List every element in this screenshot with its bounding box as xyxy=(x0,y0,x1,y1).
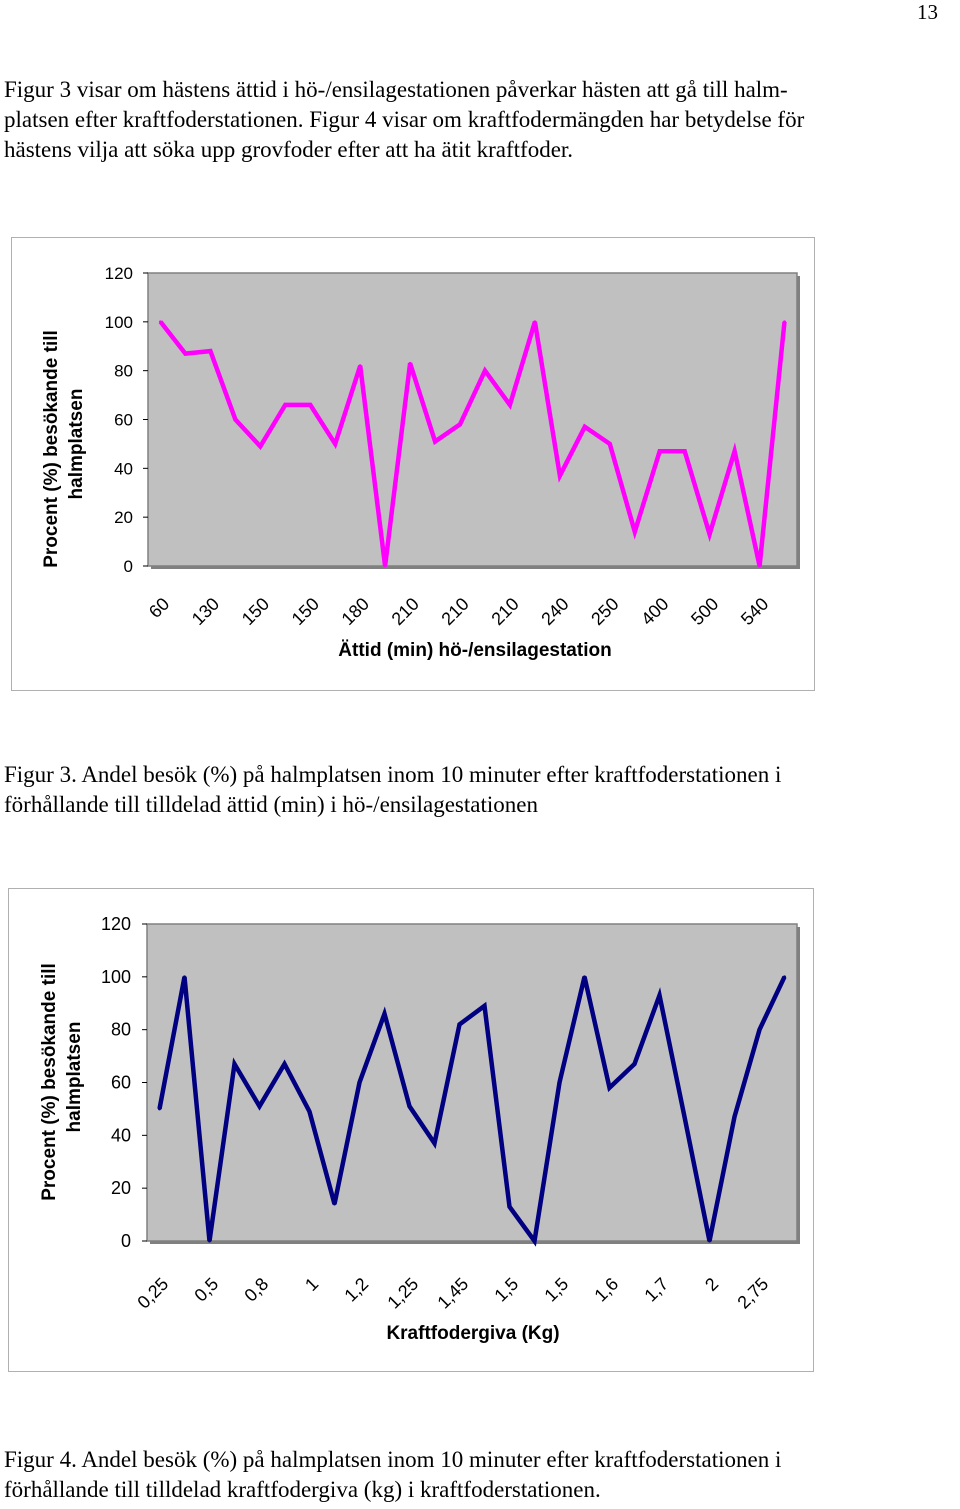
data-point-24 xyxy=(758,1028,761,1031)
y-tick-label-5: 100 xyxy=(104,312,133,332)
data-point-11 xyxy=(433,1142,436,1145)
data-point-10 xyxy=(408,1105,411,1108)
data-point-0 xyxy=(158,1107,161,1110)
data-point-12 xyxy=(458,1023,461,1026)
intro-line-1: Figur 3 visar om hästens ättid i hö-/ensilagestationen påverkar hästen att gå till halm- xyxy=(4,77,788,102)
data-point-13 xyxy=(483,1004,486,1007)
y-axis-label-line-2: halmplatsen xyxy=(66,388,87,500)
x-tick-label-0: 60 xyxy=(145,593,174,622)
y-tick-label-1: 20 xyxy=(114,508,133,528)
x-tick-label-5: 1,25 xyxy=(383,1273,423,1313)
x-tick-label-10: 400 xyxy=(637,593,673,630)
x-axis-label: Kraftfodergiva (Kg) xyxy=(386,1323,560,1344)
x-tick-label-8: 240 xyxy=(537,593,573,630)
x-tick-label-4: 1,2 xyxy=(340,1273,373,1306)
figure-3-caption-line-1: Figur 3. Andel besök (%) på halmplatsen inom 10 minuter efter kraftfoderstationen i xyxy=(4,762,782,787)
y-tick-label-4: 80 xyxy=(110,1019,131,1040)
x-tick-label-3: 1 xyxy=(301,1273,323,1295)
data-point-21 xyxy=(683,1115,686,1118)
x-tick-label-4: 180 xyxy=(337,593,374,630)
figure-4-caption-line-2: förhållande till tilldelad kraftfodergiva (kg) i kraftfoderstationen. xyxy=(4,1477,601,1502)
x-tick-label-10: 1,7 xyxy=(640,1273,673,1306)
x-tick-label-12: 2,75 xyxy=(733,1273,773,1313)
data-point-23 xyxy=(733,1115,736,1118)
x-tick-label-11: 2 xyxy=(701,1273,723,1295)
figure-4-caption-line-1: Figur 4. Andel besök (%) på halmplatsen inom 10 minuter efter kraftfoderstationen i xyxy=(4,1447,782,1472)
x-tick-label-12: 540 xyxy=(736,593,773,630)
y-tick-label-0: 0 xyxy=(120,1231,131,1251)
x-tick-label-6: 1,45 xyxy=(433,1273,473,1313)
intro-line-2: platsen efter kraftfoderstationen. Figur 4 visar om kraftfodermängden har betydelse för xyxy=(4,107,805,132)
y-tick-label-6: 120 xyxy=(104,264,133,283)
page-number: 13 xyxy=(917,0,938,24)
x-tick-label-8: 1,5 xyxy=(540,1273,573,1306)
x-tick-label-2: 150 xyxy=(237,593,274,630)
x-tick-label-11: 500 xyxy=(687,593,723,630)
data-point-9 xyxy=(383,1012,386,1015)
x-tick-label-6: 210 xyxy=(437,593,473,630)
data-point-18 xyxy=(608,1086,611,1089)
x-axis-label: Ättid (min) hö-/ensilagestation xyxy=(338,640,612,661)
y-tick-label-4: 80 xyxy=(114,361,133,381)
data-point-16 xyxy=(558,1081,561,1084)
data-point-25 xyxy=(783,975,786,978)
y-tick-label-5: 100 xyxy=(100,966,131,987)
figure-3-caption-line-2: förhållande till tilldelad ättid (min) i hö-/ensilagestationen xyxy=(4,792,538,817)
y-axis-label-line-1: Procent (%) besökande till xyxy=(41,330,62,568)
data-point-2 xyxy=(208,1240,211,1243)
x-tick-label-7: 1,5 xyxy=(490,1273,523,1306)
data-point-3 xyxy=(233,1063,236,1066)
figure-4-caption xyxy=(4,1445,956,1505)
y-tick-label-1: 20 xyxy=(110,1178,131,1199)
data-point-8 xyxy=(358,1081,361,1084)
y-tick-label-3: 60 xyxy=(110,1072,131,1093)
data-point-19 xyxy=(633,1063,636,1066)
data-point-5 xyxy=(283,1063,286,1066)
data-point-17 xyxy=(583,975,586,978)
x-tick-label-9: 1,6 xyxy=(590,1273,623,1306)
data-point-22 xyxy=(708,1240,711,1243)
x-tick-label-5: 210 xyxy=(387,593,423,630)
data-point-6 xyxy=(308,1110,311,1113)
x-tick-label-1: 130 xyxy=(187,593,224,630)
y-tick-label-0: 0 xyxy=(123,557,133,576)
data-point-1 xyxy=(183,975,186,978)
x-tick-label-7: 210 xyxy=(487,593,523,630)
y-tick-label-3: 60 xyxy=(114,410,133,430)
y-tick-label-2: 40 xyxy=(110,1125,131,1146)
data-point-20 xyxy=(658,994,661,997)
x-tick-label-3: 150 xyxy=(287,593,324,630)
data-point-4 xyxy=(258,1105,261,1108)
intro-line-3: hästens vilja att söka upp grovfoder efter att ha ätit kraftfoder. xyxy=(4,137,574,162)
x-tick-label-9: 250 xyxy=(587,593,623,630)
x-tick-label-0: 0,25 xyxy=(133,1273,173,1313)
y-axis-label-line-2: halmplatsen xyxy=(64,1021,85,1133)
y-tick-label-2: 40 xyxy=(114,459,133,479)
data-point-15 xyxy=(533,1240,536,1243)
x-tick-label-2: 0,8 xyxy=(240,1273,273,1306)
x-tick-label-1: 0,5 xyxy=(190,1273,223,1306)
y-axis-label-line-1: Procent (%) besökande till xyxy=(39,963,60,1201)
data-point-14 xyxy=(508,1205,511,1208)
data-point-7 xyxy=(333,1203,336,1206)
y-tick-label-6: 120 xyxy=(100,914,131,934)
